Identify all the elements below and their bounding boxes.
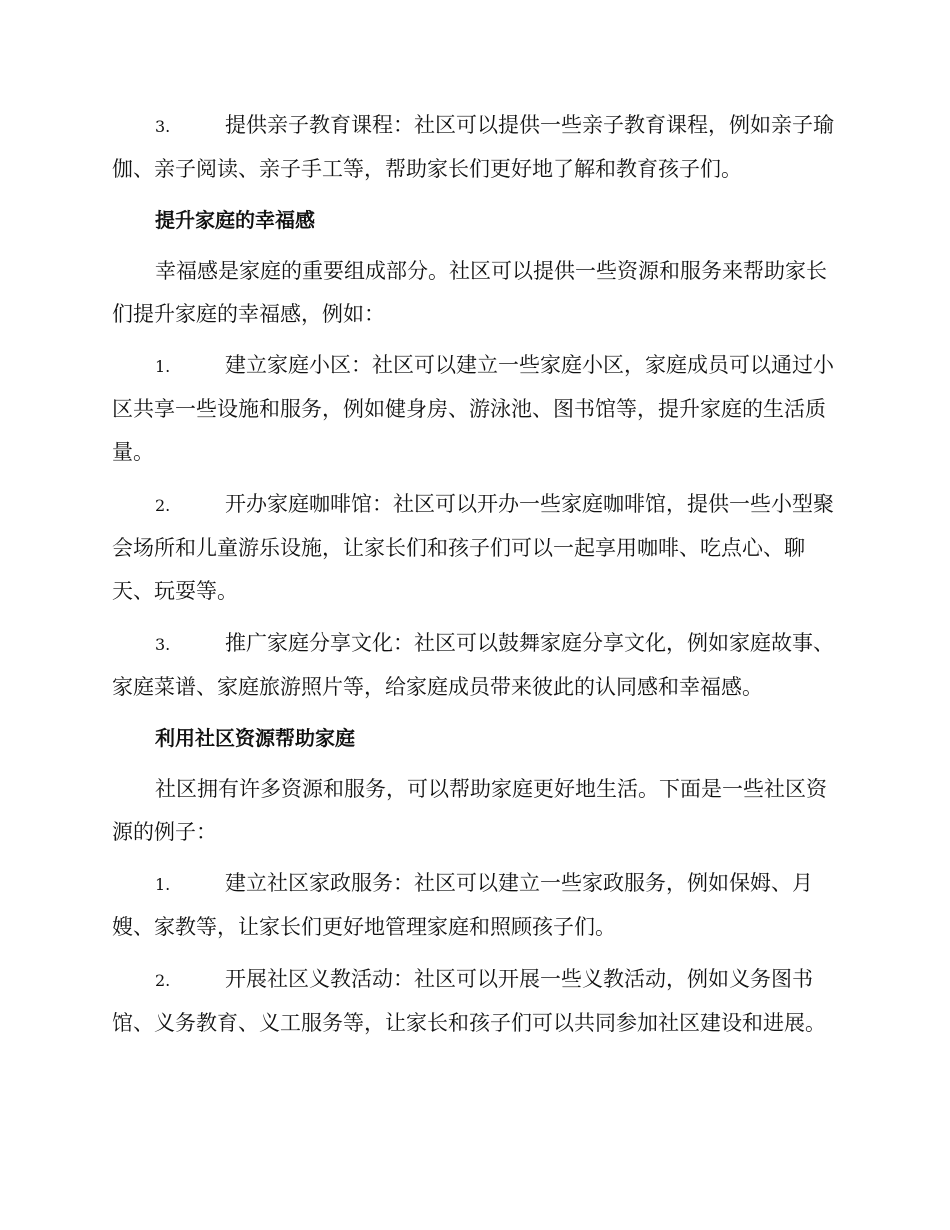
list-item (112, 104, 834, 191)
list-item (112, 622, 834, 709)
list-text: 开办家庭咖啡馆：社区可以开办一些家庭咖啡馆，提供一些小型聚会场所和儿童游乐设施，让家长们和孩子们可以一起享用咖啡、吃点心、聊天、玩耍等。 (112, 492, 834, 603)
section-heading: 利用社区资源帮助家庭 (155, 726, 355, 750)
list-text: 建立家庭小区：社区可以建立一些家庭小区，家庭成员可以通过小区共享一些设施和服务，例如健身房、游泳池、图书馆等，提升家庭的生活质量。 (112, 353, 834, 464)
list-text: 推广家庭分享文化：社区可以鼓舞家庭分享文化，例如家庭故事、家庭菜谱、家庭旅游照片等，给家庭成员带来彼此的认同感和幸福感。 (112, 631, 834, 699)
section-heading: 提升家庭的幸福感 (155, 208, 315, 232)
list-text: 开展社区义教活动：社区可以开展一些义教活动，例如义务图书馆、义务教育、义工服务等，让家长和孩子们可以共同参加社区建设和进展。 (112, 967, 826, 1035)
list-item (112, 344, 834, 474)
paragraph: 社区拥有许多资源和服务，可以帮助家庭更好地生活。下面是一些社区资源的例子： (112, 777, 827, 844)
list-item (112, 958, 834, 1045)
list-number: 2. (155, 971, 171, 990)
list-number: 2. (155, 496, 171, 515)
list-number: 1. (155, 357, 171, 376)
paragraph: 幸福感是家庭的重要组成部分。社区可以提供一些资源和服务来帮助家长们提升家庭的幸福感，例如： (112, 259, 827, 326)
document-body (112, 104, 834, 1045)
list-number: 1. (155, 875, 171, 894)
list-text: 建立社区家政服务：社区可以建立一些家政服务，例如保姆、月嫂、家教等，让家长们更好地管理家庭和照顾孩子们。 (112, 871, 813, 939)
list-text: 提供亲子教育课程：社区可以提供一些亲子教育课程，例如亲子瑜伽、亲子阅读、亲子手工等，帮助家长们更好地了解和教育孩子们。 (112, 113, 834, 181)
list-item (112, 483, 834, 613)
list-number: 3. (155, 117, 171, 136)
list-number: 3. (155, 635, 171, 654)
list-item (112, 862, 834, 949)
